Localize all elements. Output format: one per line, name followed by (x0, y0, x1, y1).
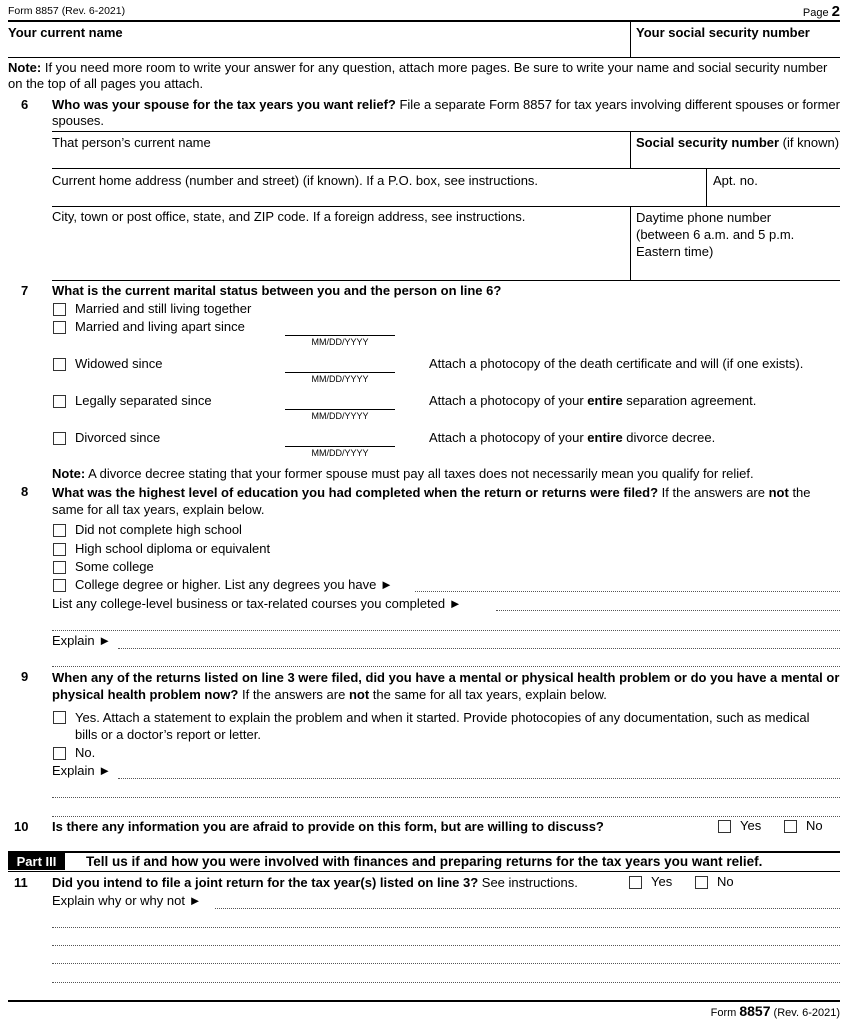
q10-no-label: No (806, 818, 823, 833)
q11-question: Did you intend to file a joint return for the tax year(s) listed on line 3? See instructions. (52, 875, 578, 890)
q6-divider-2 (706, 168, 707, 206)
q8-explain-line-2[interactable] (52, 666, 840, 667)
widowed-attach-note: Attach a photocopy of the death certificate and will (if one exists). (429, 356, 804, 371)
person-ssn-label: Social security number (if known) (636, 135, 840, 150)
your-ssn-field[interactable] (636, 40, 836, 56)
q9-explain-line-2[interactable] (52, 797, 840, 798)
q10-no-checkbox[interactable] (784, 820, 797, 833)
apt-label: Apt. no. (713, 173, 758, 188)
married-together-checkbox[interactable] (53, 303, 66, 316)
person-name-label: That person’s current name (52, 135, 211, 150)
q8-question: What was the highest level of education you had completed when the return or returns were filed? If the answers are not the same for all tax years, explain below. (52, 485, 811, 517)
separated-attach-note: Attach a photocopy of your entire separation agreement. (429, 393, 757, 408)
part3-bottom-rule (8, 871, 840, 872)
note-more-room: Note: If you need more room to write your answer for any question, attach more pages. Be sure to write your name and social security number on the top of all pages you attach. (8, 60, 828, 91)
q11-yes-checkbox[interactable] (629, 876, 642, 889)
married-together-label: Married and still living together (75, 301, 252, 316)
q9-question: When any of the returns listed on line 3 were filed, did you have a mental or physical health problem or do you have a mental or physical health problem now? If the answers are not the same for all tax years, explain below. (52, 670, 840, 702)
q11-yes-label: Yes (651, 874, 673, 889)
name-row-rule (8, 57, 840, 58)
separated-label: Legally separated since (75, 393, 212, 408)
edu-some-college-label: Some college (75, 559, 154, 574)
footer-form-id: Form 8857 (Rev. 6-2021) (710, 1003, 840, 1019)
divorced-attach-note: Attach a photocopy of your entire divorce decree. (429, 430, 716, 445)
edu-highschool-checkbox[interactable] (53, 543, 66, 556)
q7-question: What is the current marital status between you and the person on line 6? (52, 283, 502, 298)
widowed-label: Widowed since (75, 356, 163, 371)
q8-number: 8 (21, 484, 29, 499)
q6-rule-3 (52, 206, 840, 207)
q9-explain-label: Explain ► (52, 763, 112, 778)
apt-field[interactable] (713, 190, 838, 204)
edu-highschool-label: High school diploma or equivalent (75, 541, 271, 556)
courses-label: List any college-level business or tax-related courses you completed ► (52, 596, 462, 611)
q6-rule-2 (52, 168, 840, 169)
married-apart-date[interactable]: MM/DD/YYYY (285, 335, 395, 347)
part3-label: Part III (8, 853, 65, 870)
city-label: City, town or post office, state, and ZIP code. If a foreign address, see instructions. (52, 209, 526, 224)
q6-rule-4 (52, 280, 840, 281)
edu-no-highschool-label: Did not complete high school (75, 522, 242, 537)
divorced-checkbox[interactable] (53, 432, 66, 445)
q11-no-checkbox[interactable] (695, 876, 708, 889)
q6-divider-3 (630, 206, 631, 280)
footer-rule (8, 1000, 840, 1002)
q9-explain-line-3[interactable] (52, 816, 840, 817)
q8-explain-label: Explain ► (52, 633, 112, 648)
q11-explain-line-2[interactable] (52, 927, 840, 928)
edu-some-college-checkbox[interactable] (53, 561, 66, 574)
q11-number: 11 (14, 875, 28, 890)
q9-explain-line-1[interactable] (118, 778, 840, 779)
q11-explain-line-5[interactable] (52, 982, 840, 983)
q9-number: 9 (21, 669, 29, 684)
q11-explain-line-1[interactable] (215, 908, 840, 909)
q10-number: 10 (14, 819, 29, 834)
married-apart-checkbox[interactable] (53, 321, 66, 334)
q6-divider-1 (630, 131, 631, 168)
your-name-field[interactable] (8, 40, 628, 56)
form-revision: Form 8857 (Rev. 6-2021) (8, 5, 126, 17)
header-rule (8, 20, 840, 22)
q10-yes-label: Yes (740, 818, 762, 833)
city-field[interactable] (52, 228, 622, 276)
q6-rule-1 (52, 131, 840, 132)
your-ssn-label: Your social security number (636, 25, 810, 40)
part3-top-rule (8, 851, 840, 853)
name-divider (630, 21, 631, 57)
courses-line-1[interactable] (496, 610, 840, 611)
widowed-date[interactable]: MM/DD/YYYY (285, 372, 395, 384)
q8-explain-line-1[interactable] (118, 648, 840, 649)
q10-yes-checkbox[interactable] (718, 820, 731, 833)
page-number: Page 2 (802, 3, 840, 20)
q7-note: Note: A divorce decree stating that your former spouse must pay all taxes does not necessarily mean you qualify for relief. (52, 466, 754, 481)
address-label: Current home address (number and street) (if known). If a P.O. box, see instructions. (52, 173, 539, 188)
q11-explain-line-4[interactable] (52, 963, 840, 964)
separated-date[interactable]: MM/DD/YYYY (285, 409, 395, 421)
widowed-checkbox[interactable] (53, 358, 66, 371)
q7-number: 7 (21, 283, 29, 298)
married-apart-label: Married and living apart since (75, 319, 245, 334)
part3-title: Tell us if and how you were involved with finances and preparing returns for the tax years you want relief. (86, 854, 763, 869)
health-no-label: No. (75, 745, 96, 760)
divorced-date[interactable]: MM/DD/YYYY (285, 446, 395, 458)
courses-line-2[interactable] (52, 630, 840, 631)
health-no-checkbox[interactable] (53, 747, 66, 760)
q11-explain-label: Explain why or why not ► (52, 893, 202, 908)
address-field[interactable] (52, 190, 702, 204)
edu-college-degree-checkbox[interactable] (53, 579, 66, 592)
phone-label: Daytime phone number (between 6 a.m. and 5 p.m. Eastern time) (636, 210, 795, 259)
edu-college-degree-label: College degree or higher. List any degrees you have ► (75, 577, 393, 592)
q11-no-label: No (717, 874, 734, 889)
person-name-field[interactable] (52, 152, 622, 168)
q6-number: 6 (21, 97, 29, 112)
health-yes-checkbox[interactable] (53, 711, 66, 724)
person-ssn-field[interactable] (636, 152, 836, 166)
divorced-label: Divorced since (75, 430, 161, 445)
q6-question: Who was your spouse for the tax years you want relief? File a separate Form 8857 for tax years involving different spouses or former spouses. (52, 97, 840, 128)
q11-explain-line-3[interactable] (52, 945, 840, 946)
separated-checkbox[interactable] (53, 395, 66, 408)
degrees-line[interactable] (415, 591, 840, 592)
edu-no-highschool-checkbox[interactable] (53, 524, 66, 537)
your-name-label: Your current name (8, 25, 123, 40)
q10-question: Is there any information you are afraid to provide on this form, but are willing to discuss? (52, 819, 604, 834)
health-yes-label: Yes. Attach a statement to explain the problem and when it started. Provide photocopies of any documentation, such as medical bills or a doctor’s report or letter. (75, 710, 810, 742)
